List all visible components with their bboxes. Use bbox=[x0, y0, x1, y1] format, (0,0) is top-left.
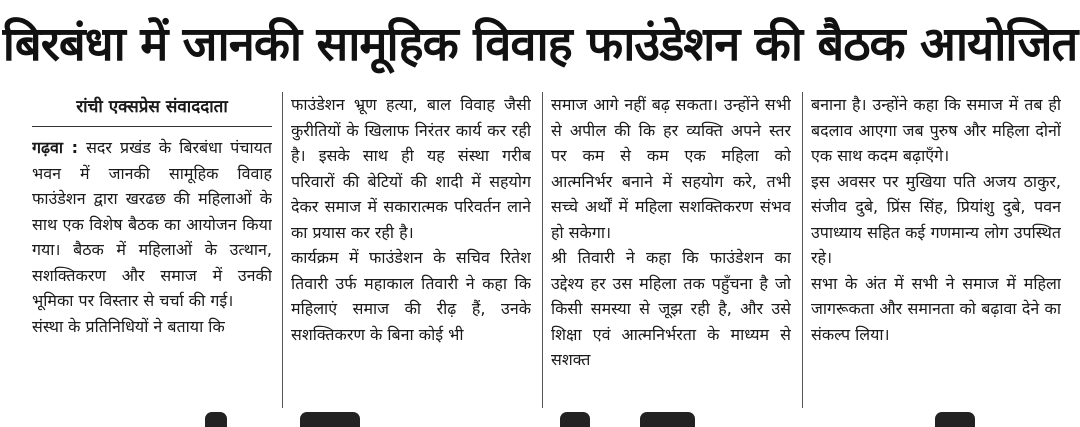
article-column-4 bbox=[811, 92, 1061, 408]
cropped-text-fragment bbox=[935, 412, 975, 427]
paragraph: सभा के अंत में सभी ने समाज में महिला जागरूकता और समानता को बढ़ावा देने का संकल्प लिया। bbox=[811, 273, 1061, 344]
cropped-text-fragment bbox=[560, 412, 590, 427]
headline: बिरबंधा में जानकी सामूहिक विवाह फाउंडेशन की बैठक आयोजित bbox=[2, 17, 1078, 72]
cropped-text-fragment bbox=[300, 412, 360, 427]
article-column-2 bbox=[291, 92, 531, 408]
cropped-text-fragment bbox=[205, 412, 227, 427]
byline: रांची एक्सप्रेस संवाददाता bbox=[32, 92, 272, 127]
cropped-text-fragment bbox=[640, 412, 695, 427]
paragraph: इस अवसर पर मुखिया पति अजय ठाकुर, संजीव दुबे, प्रिंस सिंह, प्रियांशु दुबे, पवन उपाध्याय सहित कई गणमान्य लोग उपस्थित रहे। bbox=[811, 171, 1061, 267]
paragraph: संस्था के प्रतिनिधियों ने बताया कि bbox=[32, 316, 225, 336]
article-body bbox=[32, 92, 1062, 408]
paragraph bbox=[32, 135, 272, 314]
paragraph: कार्यक्रम में फाउंडेशन के सचिव रितेश तिवारी उर्फ महाकाल तिवारी ने कहा कि महिलाएं समाज की रीढ़ हैं, उनके सशक्तिकरण के बिना कोई भी bbox=[291, 248, 531, 344]
dateline: गढ़वा : bbox=[32, 138, 79, 157]
article-column-3 bbox=[551, 92, 791, 408]
article-column-1 bbox=[32, 92, 272, 408]
paragraph-text: सदर प्रखंड के बिरबंधा पंचायत भवन में जानकी सामूहिक विवाह फाउंडेशन द्वारा खरढछ की महिलाओं के साथ एक विशेष बैठक का आयोजन किया गया। बैठक में महिलाओं के उत्थान, सशक्तिकरण और समाज में उनकी भूमिका पर विस्तार से चर्चा की गई। bbox=[32, 138, 272, 310]
column-rule bbox=[802, 92, 803, 408]
paragraph: समाज आगे नहीं बढ़ सकता। उन्होंने सभी से अपील की कि हर व्यक्ति अपने स्तर पर कम से कम एक महिला को आत्मनिर्भर बनाने में सहयोग करे, तभी सच्चे अर्थों में महिला सशक्तिकरण संभव हो सकेगा। bbox=[551, 95, 791, 242]
column-rule bbox=[282, 92, 283, 408]
paragraph: बनाना है। उन्होंने कहा कि समाज में तब ही बदलाव आएगा जब पुरुष और महिला दोनों एक साथ कदम बढ़ाएँगे। bbox=[811, 95, 1061, 165]
paragraph: फाउंडेशन भ्रूण हत्या, बाल विवाह जैसी कुरीतियों के खिलाफ निरंतर कार्य कर रही है। इसके साथ ही यह संस्था गरीब परिवारों की बेटियों की शादी में सहयोग देकर समाज में सकारात्मक परिवर्तन लाने का प्रयास कर रही है। bbox=[291, 95, 531, 242]
column-rule bbox=[542, 92, 543, 408]
paragraph: श्री तिवारी ने कहा कि फाउंडेशन का उद्देश्य हर उस महिला तक पहुँचना है जो किसी समस्या से जूझ रही है, और उसे शिक्षा एवं आत्मनिर्भरता के माध्यम से सशक्त bbox=[551, 248, 791, 369]
